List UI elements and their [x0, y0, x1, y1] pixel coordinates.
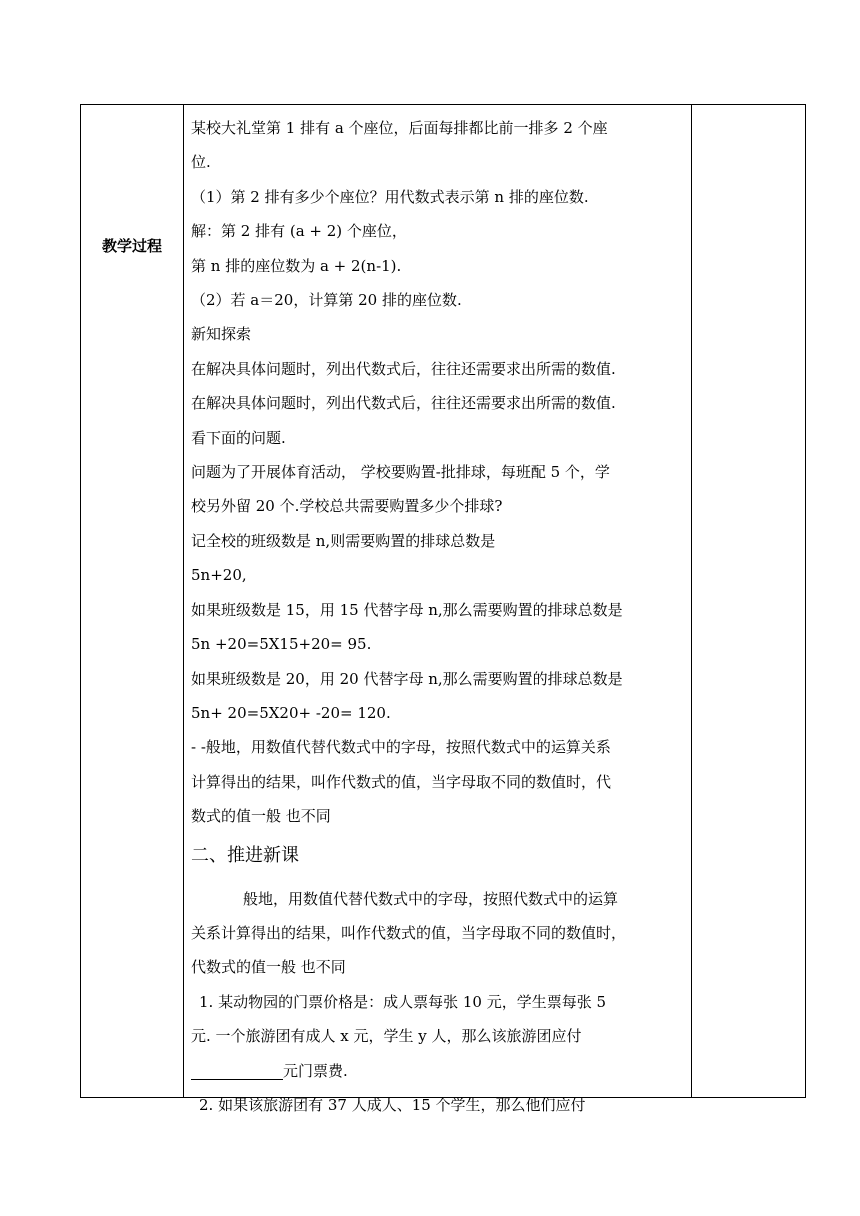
section-heading: 二、推进新课	[191, 844, 299, 866]
exercise-line	[191, 1054, 687, 1088]
text-line: 新知探索	[191, 325, 252, 344]
text-line: 如果班级数是 15，用 15 代替字母 n,那么需要购置的排球总数是	[191, 600, 623, 619]
text-line: 5n+ 20=5X20+ -20= 120.	[191, 703, 391, 722]
text-line: 记全校的班级数是 n,则需要购置的排球总数是	[191, 531, 496, 550]
text-line: - -般地，用数值代替代数式中的字母，按照代数式中的运算关系	[191, 738, 611, 757]
content-cell	[191, 111, 687, 1122]
row-label: 教学过程	[101, 237, 162, 255]
text-line: 某校大礼堂第 1 排有 a 个座位，后面每排都比前一排多 2 个座	[191, 119, 608, 137]
text-line: （2）若 a＝20，计算第 20 排的座位数.	[191, 291, 462, 310]
text-line: 5n+20,	[191, 566, 247, 585]
text-fragment: 元门票费.	[283, 1061, 348, 1080]
text-line: 解：第 2 排有 (a + 2) 个座位，	[191, 222, 407, 241]
text-line: 第 n 排的座位数为 a + 2(n-1).	[191, 256, 402, 275]
lesson-table	[80, 104, 806, 1114]
text-line: 校另外留 20 个.学校总共需要购置多少个排球?	[191, 497, 503, 516]
answer-blank[interactable]	[191, 1057, 283, 1080]
column-divider	[183, 105, 184, 1097]
text-line: 代数式的值一般 也不同	[191, 958, 346, 977]
text-line: 计算得出的结果，叫作代数式的值，当字母取不同的数值时，代	[191, 772, 612, 791]
text-line: 在解决具体问题时，列出代数式后，往往还需要求出所需的数值.	[191, 394, 616, 413]
text-line: 5n +20=5X15+20= 95.	[191, 635, 372, 654]
text-line: （1）第 2 排有多少个座位？用代数式表示第 n 排的座位数.	[191, 187, 589, 206]
text-line: 般地，用数值代替代数式中的字母，按照代数式中的运算	[243, 889, 619, 908]
column-divider	[691, 105, 692, 1097]
text-line: 问题为了开展体育活动， 学校要购置-批排球，每班配 5 个，学	[191, 463, 610, 482]
exercise-line: 1. 某动物园的门票价格是：成人票每张 10 元，学生票每张 5	[199, 992, 607, 1011]
exercise-line: 2. 如果该旅游团有 37 人成人、15 个学生，那么他们应付	[199, 1095, 586, 1114]
text-line: 在解决具体问题时，列出代数式后，往往还需要求出所需的数值.	[191, 359, 616, 378]
text-line: 看下面的问题.	[191, 428, 286, 447]
text-line: 如果班级数是 20，用 20 代替字母 n,那么需要购置的排球总数是	[191, 669, 623, 688]
text-line: 数式的值一般 也不同	[191, 807, 331, 826]
text-line: 位.	[191, 153, 211, 172]
exercise-line: 元. 一个旅游团有成人 x 元，学生 y 人，那么该旅游团应付	[191, 1027, 582, 1046]
text-line: 关系计算得出的结果，叫作代数式的值，当字母取不同的数值时，	[191, 923, 627, 942]
